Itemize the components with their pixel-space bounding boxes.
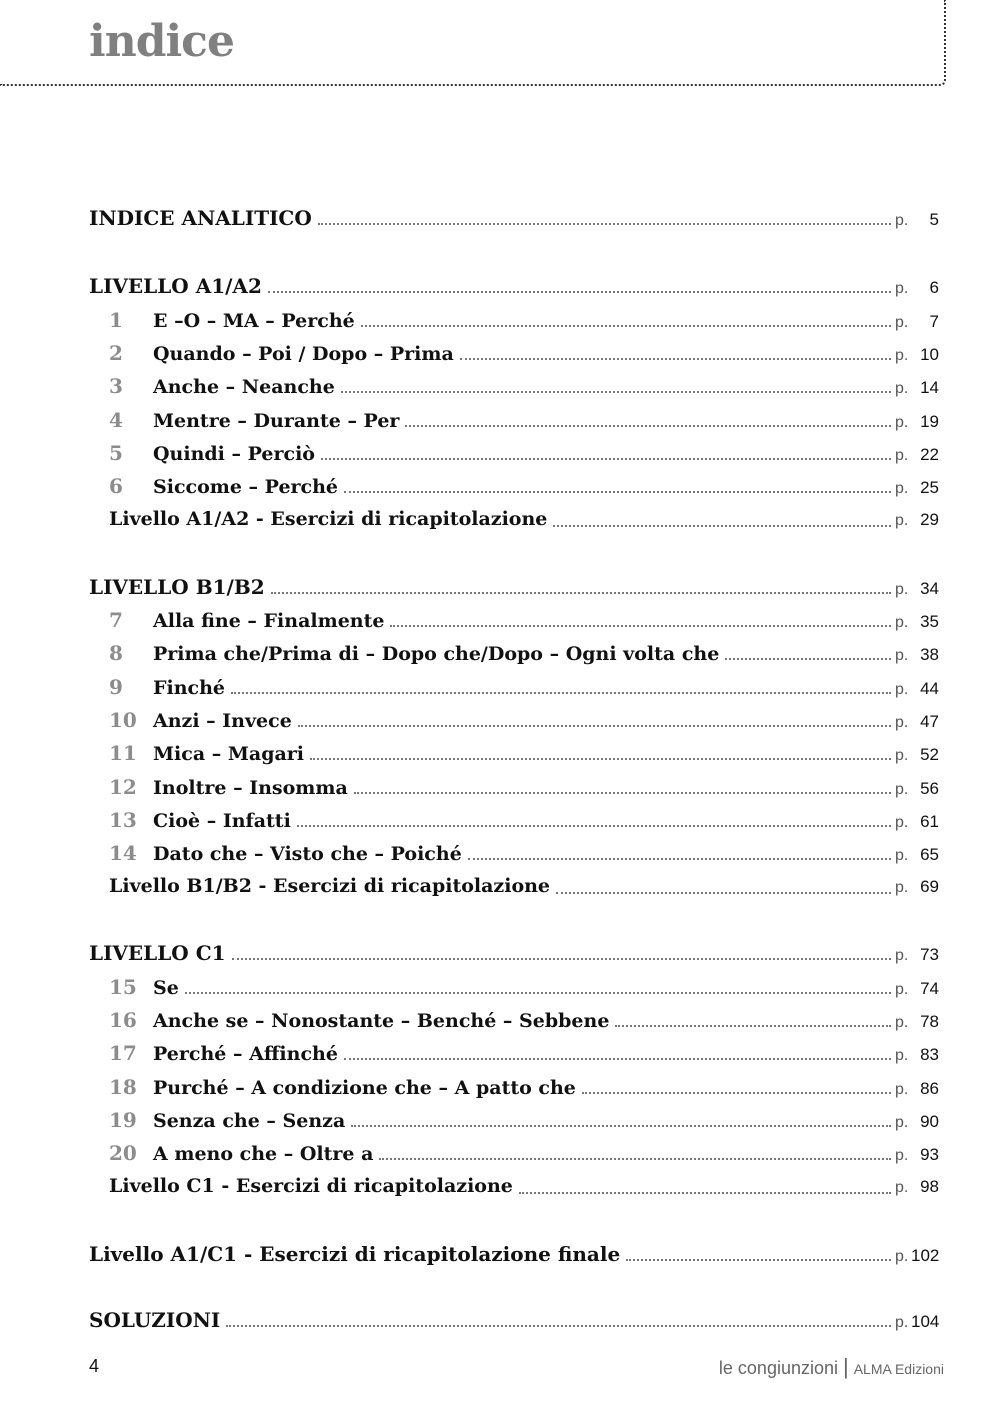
- toc-entry[interactable]: [109, 474, 939, 502]
- toc-entry-title: Quindi – Perciò: [153, 443, 315, 465]
- dot-leader: [268, 289, 891, 293]
- dot-leader: [405, 423, 891, 427]
- toc-page-number: 52: [920, 745, 939, 764]
- page-prefix: p.: [895, 879, 909, 896]
- toc-page-number: 19: [920, 412, 939, 431]
- toc-page-number: 5: [929, 210, 939, 229]
- page-prefix: p.: [895, 981, 909, 998]
- toc-entry[interactable]: [89, 274, 939, 302]
- dot-leader: [310, 756, 891, 760]
- toc-entry[interactable]: [89, 1308, 939, 1336]
- chapter-number: 3: [109, 374, 123, 398]
- dot-leader: [298, 723, 891, 727]
- page-prefix: p.: [895, 847, 909, 864]
- toc-entry[interactable]: [89, 206, 939, 234]
- dot-leader: [626, 1257, 891, 1261]
- page-prefix: p.: [895, 480, 909, 497]
- toc-page-number: 104: [911, 1312, 940, 1331]
- chapter-number: 8: [109, 641, 123, 665]
- toc-entry-title: Prima che/Prima di – Dopo che/Dopo – Ogni volta che: [153, 643, 720, 665]
- toc-page-number: 93: [920, 1145, 939, 1164]
- toc-page-number: 10: [920, 345, 939, 364]
- toc-page-number: 14: [920, 378, 939, 397]
- page-prefix: p.: [895, 1047, 909, 1064]
- toc-entry[interactable]: [109, 708, 939, 736]
- toc-page-number: 47: [920, 712, 939, 731]
- page-prefix: p.: [895, 212, 909, 229]
- page-prefix: p.: [895, 647, 909, 664]
- series-title: le congiunzioni: [718, 1358, 838, 1378]
- chapter-number: 10: [109, 708, 137, 732]
- dot-leader: [226, 1323, 891, 1327]
- chapter-number: 2: [109, 341, 123, 365]
- dot-leader: [354, 790, 891, 794]
- chapter-number: 7: [109, 608, 123, 632]
- dot-leader: [185, 990, 891, 994]
- toc-entry[interactable]: [109, 1108, 939, 1136]
- toc-entry-title: Quando – Poi / Dopo – Prima: [153, 343, 454, 365]
- toc-entry-title: Livello A1/A2 - Esercizi di ricapitolazione: [109, 508, 548, 530]
- toc-entry-title: Livello A1/C1 - Esercizi di ricapitolazione finale: [89, 1242, 621, 1266]
- dot-leader: [725, 656, 891, 660]
- toc-page-number: 102: [911, 1246, 940, 1265]
- page-prefix: p.: [895, 347, 909, 364]
- page-prefix: p.: [895, 447, 909, 464]
- dot-leader: [341, 389, 891, 393]
- page-prefix: p.: [895, 280, 909, 297]
- toc-entry-title: Inoltre – Insomma: [153, 777, 348, 799]
- toc-entry-title: Purché – A condizione che – A patto che: [153, 1077, 576, 1099]
- toc-entry-title: Cioè – Infatti: [153, 810, 291, 832]
- dot-leader: [553, 523, 891, 527]
- dot-leader: [519, 1190, 891, 1194]
- dot-leader: [390, 623, 891, 627]
- page-number: 4: [89, 1356, 100, 1376]
- dot-leader: [379, 1156, 891, 1160]
- page-prefix: p.: [895, 1081, 909, 1098]
- page-prefix: p.: [895, 1114, 909, 1131]
- toc-page-number: 65: [920, 845, 939, 864]
- toc-entry-title: Mentre – Durante – Per: [153, 410, 400, 432]
- toc-entry[interactable]: [109, 441, 939, 469]
- toc-page-number: 78: [920, 1012, 939, 1031]
- footer-brand: [719, 1354, 944, 1380]
- toc-entry[interactable]: [109, 841, 939, 869]
- toc-entry[interactable]: [109, 341, 939, 369]
- page-header: [0, 0, 946, 86]
- toc-entry-title: Perché – Affinché: [153, 1043, 338, 1065]
- chapter-number: 1: [109, 308, 123, 332]
- toc-entry[interactable]: [109, 641, 939, 669]
- toc-page-number: 73: [920, 945, 939, 964]
- chapter-number: 5: [109, 441, 123, 465]
- dot-leader: [318, 221, 891, 225]
- page-prefix: p.: [895, 714, 909, 731]
- toc-entry-title: Siccome – Perché: [153, 476, 339, 498]
- toc-entry[interactable]: [109, 308, 939, 336]
- page-prefix: p.: [895, 681, 909, 698]
- toc-entry[interactable]: [89, 941, 939, 969]
- page-prefix: p.: [895, 1248, 909, 1265]
- toc-page-number: 98: [920, 1177, 939, 1196]
- dot-leader: [297, 823, 891, 827]
- toc-page-number: 44: [920, 679, 939, 698]
- toc-entry-title: A meno che – Oltre a: [153, 1143, 374, 1165]
- toc-entry-title: Se: [153, 977, 179, 999]
- chapter-number: 16: [109, 1008, 137, 1032]
- toc-entry[interactable]: [109, 875, 939, 903]
- chapter-number: 9: [109, 675, 123, 699]
- publisher-name: ALMA Edizioni: [853, 1361, 944, 1377]
- toc-entry[interactable]: [109, 1075, 939, 1103]
- page-prefix: p.: [895, 380, 909, 397]
- chapter-number: 20: [109, 1141, 137, 1165]
- dot-leader: [231, 690, 891, 694]
- page-prefix: p.: [895, 314, 909, 331]
- toc-entry[interactable]: [109, 808, 939, 836]
- toc-page-number: 7: [929, 312, 939, 331]
- chapter-number: 19: [109, 1108, 137, 1132]
- toc-page-number: 29: [920, 510, 939, 529]
- toc-entry[interactable]: [109, 675, 939, 703]
- toc-page-number: 61: [920, 812, 939, 831]
- toc-entry-title: Dato che – Visto che – Poiché: [153, 843, 462, 865]
- toc-page-number: 86: [920, 1079, 939, 1098]
- toc-entry-title: LIVELLO B1/B2: [89, 575, 265, 599]
- toc-entry[interactable]: [109, 1008, 939, 1036]
- page-prefix: p.: [895, 581, 909, 598]
- toc-entry[interactable]: [109, 741, 939, 769]
- page-prefix: p.: [895, 1314, 909, 1331]
- chapter-number: 14: [109, 841, 137, 865]
- chapter-number: 13: [109, 808, 137, 832]
- toc-page-number: 25: [920, 478, 939, 497]
- toc-entry-title: INDICE ANALITICO: [89, 206, 312, 230]
- dot-leader: [460, 356, 891, 360]
- toc-page-number: 22: [920, 445, 939, 464]
- toc-entry[interactable]: [109, 1175, 939, 1203]
- toc-entry-title: Anzi – Invece: [153, 710, 292, 732]
- toc-page-number: 6: [929, 278, 939, 297]
- toc-entry[interactable]: [109, 1041, 939, 1069]
- toc-entry-title: Mica – Magari: [153, 743, 305, 765]
- toc-entry-title: LIVELLO A1/A2: [89, 274, 262, 298]
- chapter-number: 12: [109, 775, 137, 799]
- toc-entry-title: Alla fine – Finalmente: [153, 610, 385, 632]
- toc-entry-title: Livello B1/B2 - Esercizi di ricapitolazione: [109, 875, 551, 897]
- page-prefix: p.: [895, 414, 909, 431]
- dot-leader: [361, 323, 891, 327]
- toc-page-number: 74: [920, 979, 939, 998]
- toc-entry[interactable]: [109, 508, 939, 536]
- toc-page-number: 69: [920, 877, 939, 896]
- toc-page-number: 56: [920, 779, 939, 798]
- page-prefix: p.: [895, 614, 909, 631]
- chapter-number: 6: [109, 474, 123, 498]
- toc-entry-title: Finché: [153, 677, 225, 699]
- toc-entry[interactable]: [109, 608, 939, 636]
- toc-entry-title: LIVELLO C1: [89, 941, 226, 965]
- toc-entry-title: Anche – Neanche: [153, 376, 335, 398]
- toc-entry-title: E –O – MA – Perché: [153, 310, 355, 332]
- toc-page-number: 83: [920, 1045, 939, 1064]
- dot-leader: [321, 456, 891, 460]
- page-prefix: p.: [895, 781, 909, 798]
- toc-entry[interactable]: [89, 575, 939, 603]
- toc-entry-title: SOLUZIONI: [89, 1308, 221, 1332]
- page-prefix: p.: [895, 1179, 909, 1196]
- dot-leader: [232, 956, 891, 960]
- toc-entry[interactable]: [109, 775, 939, 803]
- dot-leader: [271, 590, 891, 594]
- footer-separator: |: [843, 1354, 849, 1379]
- toc-entry[interactable]: [109, 374, 939, 402]
- chapter-number: 4: [109, 408, 123, 432]
- toc-entry[interactable]: [89, 1242, 939, 1270]
- toc-entry[interactable]: [109, 975, 939, 1003]
- chapter-number: 18: [109, 1075, 137, 1099]
- toc-entry-title: Livello C1 - Esercizi di ricapitolazione: [109, 1175, 513, 1197]
- dot-leader: [468, 856, 891, 860]
- page-prefix: p.: [895, 814, 909, 831]
- page-prefix: p.: [895, 1147, 909, 1164]
- dot-leader: [351, 1123, 891, 1127]
- toc-page-number: 35: [920, 612, 939, 631]
- dot-leader: [344, 489, 891, 493]
- toc-entry-title: Anche se – Nonostante – Benché – Sebbene: [153, 1010, 610, 1032]
- toc-page-number: 38: [920, 645, 939, 664]
- toc-entry[interactable]: [109, 408, 939, 436]
- page-title: indice: [89, 16, 234, 67]
- dot-leader: [344, 1056, 891, 1060]
- chapter-number: 11: [109, 741, 137, 765]
- page-prefix: p.: [895, 1014, 909, 1031]
- chapter-number: 15: [109, 975, 137, 999]
- page-prefix: p.: [895, 512, 909, 529]
- dot-leader: [615, 1023, 891, 1027]
- page-prefix: p.: [895, 747, 909, 764]
- toc-page-number: 90: [920, 1112, 939, 1131]
- page-prefix: p.: [895, 947, 909, 964]
- chapter-number: 17: [109, 1041, 137, 1065]
- dot-leader: [556, 890, 891, 894]
- toc-entry[interactable]: [109, 1141, 939, 1169]
- dot-leader: [582, 1090, 891, 1094]
- toc-page-number: 34: [920, 579, 939, 598]
- toc-entry-title: Senza che – Senza: [153, 1110, 346, 1132]
